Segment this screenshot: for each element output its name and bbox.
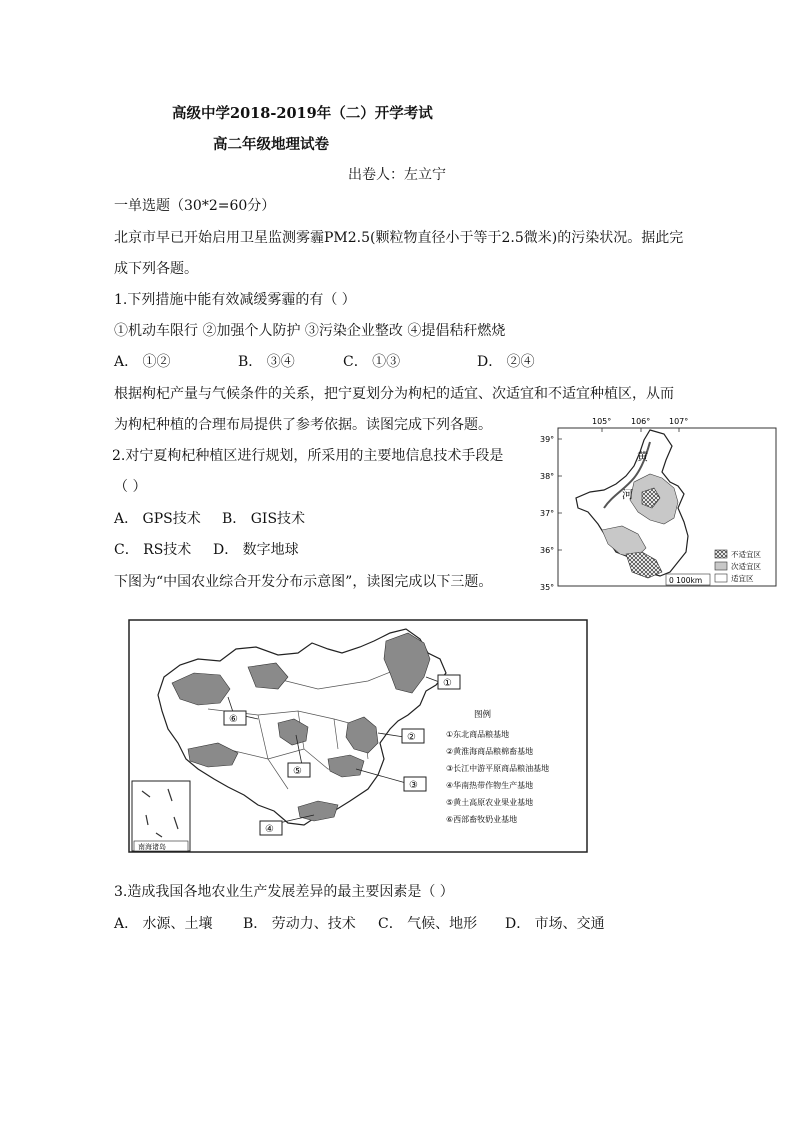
q1-option-d: D． ②④ [477,354,535,370]
q2-stem: 2.对宁夏枸杞种植区进行规划，所采用的主要地信息技术手段是 [112,448,504,464]
legend-item: ⑤黄土高原农业果业基地 [446,798,534,807]
river-char: 河 [622,488,633,501]
lat-label: 36° [540,546,555,555]
scale-bar: 0 100km [669,576,703,585]
inset-frame [132,781,190,851]
marker-2 [402,729,424,743]
legend-item: ⑥西部畜牧奶业基地 [446,815,518,824]
lat-label: 37° [540,509,555,518]
china-agri-map-figure [128,619,588,853]
q1-stem: 1.下列措施中能有效减缓雾霾的有（ ） [114,292,356,308]
marker-1 [438,675,460,689]
q3-option-b: B． 劳动力、技术 [243,916,356,932]
marker-6 [224,711,246,725]
legend-item: ④华南热带作物生产基地 [446,781,534,790]
legend-unsuitable: 不适宜区 [731,550,761,559]
river-char: 黄 [637,450,648,463]
svg-text:①: ① [443,678,452,689]
q3-stem: 3.造成我国各地农业生产发展差异的最主要因素是（ ） [114,884,454,900]
svg-text:⑤: ⑤ [293,766,302,777]
lat-label: 38° [540,472,555,481]
q1-option-c: C． ①③ [343,354,401,370]
lat-label: 35° [540,583,555,592]
marker-5 [288,763,310,777]
marker-4 [260,821,282,835]
inset-label: 南海诸岛 [138,843,166,851]
svg-text:④: ④ [265,824,274,835]
legend-secondary: 次适宜区 [731,562,761,571]
q1-option-b: B． ③④ [238,354,295,370]
intro2-line1: 根据枸杞产量与气候条件的关系，把宁夏划分为枸杞的适宜、次适宜和不适宜种植区，从而 [114,386,674,402]
marker-3 [404,777,426,791]
legend-suitable: 适宜区 [731,574,754,583]
q1-option-a: A． ①② [114,354,171,370]
legend-item: ③长江中游平原商品粮油基地 [446,764,550,773]
q2-option-b: B． GIS技术 [222,511,306,527]
exam-subtitle: 高二年级地理试卷 [213,136,329,153]
q2-option-d: D． 数字地球 [213,542,299,558]
intro2-line2: 为枸杞种植的合理布局提供了参考依据。读图完成下列各题。 [114,417,492,433]
intro1-line1: 北京市早已开始启用卫星监测雾霾PM2.5(颗粒物直径小于等于2.5微米)的污染状况。据此完 [114,230,684,246]
exam-title: 高级中学2018-2019年（二）开学考试 [172,105,433,122]
q1-items: ①机动车限行 ②加强个人防护 ③污染企业整改 ④提倡秸秆燃烧 [114,323,506,339]
lon-label: 106° [631,417,651,426]
q3-option-a: A． 水源、土壤 [114,916,213,932]
svg-text:③: ③ [409,780,418,791]
q2-option-c: C． RS技术 [114,542,192,558]
q3-option-d: D． 市场、交通 [505,916,605,932]
q3-option-c: C． 气候、地形 [378,916,478,932]
lon-label: 107° [669,417,689,426]
legend-item: ①东北商品粮基地 [446,730,510,739]
intro3: 下图为“中国农业综合开发分布示意图”，读图完成以下三题。 [114,574,493,590]
q2-option-a: A． GPS技术 [114,511,201,527]
ningxia-map-figure [538,412,783,594]
section-heading: 一单选题（30*2=60分） [114,198,276,214]
lat-label: 39° [540,435,555,444]
lon-label: 105° [592,417,612,426]
legend-item: ②黄淮海商品粮棉畜基地 [446,747,534,756]
q2-paren: （ ） [114,479,147,495]
svg-text:②: ② [407,732,416,743]
intro1-line2: 成下列各题。 [114,261,198,277]
author-line: 出卷人：左立宁 [348,167,446,183]
svg-text:⑥: ⑥ [229,714,238,725]
legend-title: 图例 [474,710,492,720]
